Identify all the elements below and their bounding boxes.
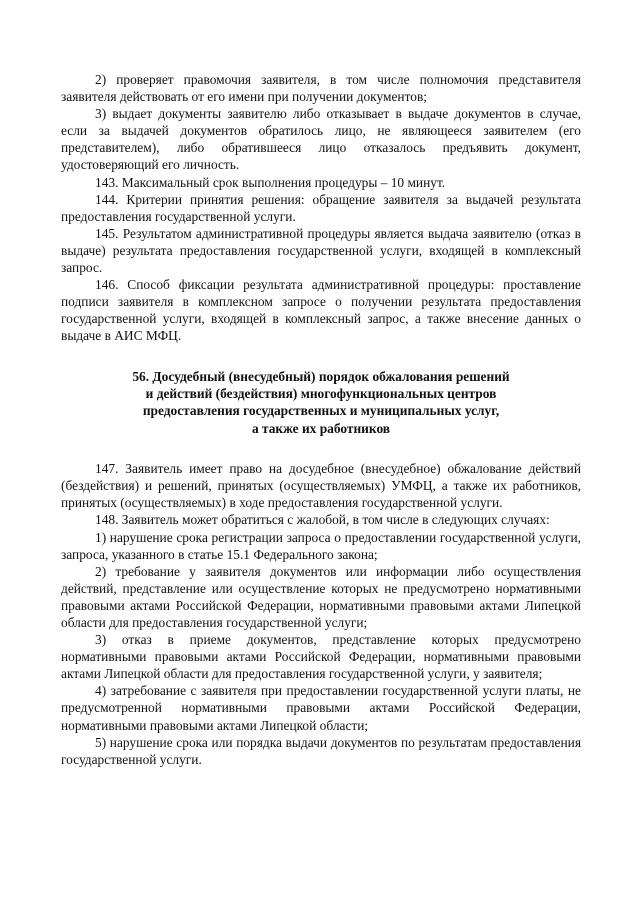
- document-text: [61, 71, 581, 768]
- paragraph-145: 145. Результатом административной процедуры является выдача заявителю (отказ в выдаче) результата предоставления государственной услуги, входящей в комплексный запрос.: [61, 225, 581, 276]
- paragraph-143: 143. Максимальный срок выполнения процедуры – 10 минут.: [95, 174, 446, 190]
- list-item-5: 5) нарушение срока или порядка выдачи документов по результатам предоставления государственной услуги.: [61, 734, 581, 767]
- paragraph-148: 148. Заявитель может обратиться с жалобой, в том числе в следующих случаях:: [95, 512, 550, 528]
- heading-line: 56. Досудебный (внесудебный) порядок обжалования решений: [132, 368, 510, 384]
- paragraph-item-2: 2) проверяет правомочия заявителя, в том числе полномочия представителя заявителя действовать от его имени при получении документов;: [61, 72, 581, 105]
- paragraph-146: 146. Способ фиксации результата административной процедуры: проставление подписи заявителя в комплексном запросе о получении результата предоставления государственной услуги, входящей в комплексный запрос, а также внесение данных о выдаче в АИС МФЦ.: [61, 277, 581, 344]
- list-item-3: 3) отказ в приеме документов, представление которых предусмотрено нормативными правовыми актами Российской Федерации, нормативными правовыми актами Липецкой области для предоставления государственной услуги, у заявителя;: [61, 632, 581, 682]
- paragraph-144: 144. Критерии принятия решения: обращение заявителя за выдачей результата предоставления государственной услуги.: [61, 191, 581, 224]
- list-item-2: 2) требование у заявителя документов или информации либо осуществления действий, представление или осуществление которых не предусмотрено нормативными правовыми актами Российской Федерации, нормативными правовыми актами Липецкой области для предоставления государственной услуги;: [61, 563, 581, 630]
- list-item-4: 4) затребование с заявителя при предоставлении государственной услуги платы, не предусмотренной нормативными правовыми актами Российской Федерации, нормативными правовыми актами Липецкой области;: [61, 683, 581, 733]
- heading-line: предоставления государственных и муниципальных услуг,: [142, 403, 500, 419]
- heading-line: и действий (бездействия) многофункциональных центров: [145, 385, 497, 401]
- paragraph-147: 147. Заявитель имеет право на досудебное (внесудебное) обжалование действий (бездействия) и решений, принятых (осуществляемых) УМФЦ, а также их работников, принятых (осуществляемых) в ходе предоставления государственной услуги.: [61, 461, 581, 511]
- paragraph-item-3: 3) выдает документы заявителю либо отказывает в выдаче документов в случае, если за выдачей документов обратилось лицо, не являющееся заявителем (его представителем), либо обратившееся лицо отказалось предъявить документ, удостоверяющий его личность.: [61, 106, 581, 173]
- section-heading: [61, 368, 581, 438]
- list-item-1: 1) нарушение срока регистрации запроса о предоставлении государственной услуги, запроса, указанного в статье 15.1 Федерального закона;: [61, 529, 581, 562]
- heading-line: а также их работников: [251, 420, 391, 436]
